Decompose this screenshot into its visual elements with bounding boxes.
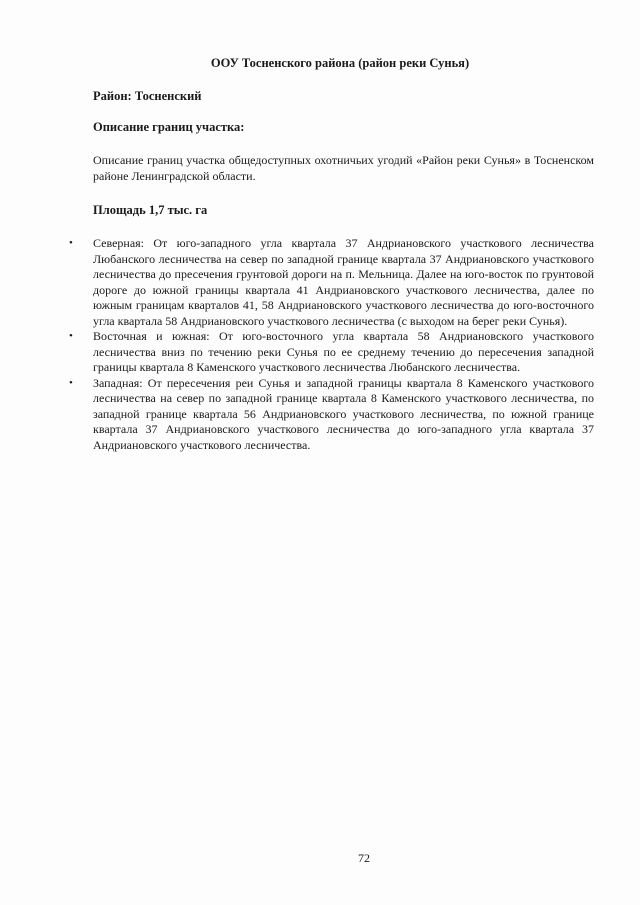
bullet-icon: •: [69, 330, 73, 342]
bullet-icon: •: [69, 237, 73, 249]
borders-list: [63, 236, 594, 453]
page-number: 72: [358, 851, 370, 865]
border-text-east-south: Восточная и южная: От юго-восточного угла квартала 58 Андриановского участкового лесничества вниз по течению реки Сунья по ее среднему течению до пересечения западной границы квартала 8 Каменского участкового лесничества Любанского лесничества.: [93, 329, 594, 374]
border-item-east-south: [63, 329, 594, 376]
border-item-north: [63, 236, 594, 329]
description-paragraph: Описание границ участка общедоступных охотничьих угодий «Район реки Сунья» в Тосненском районе Ленинградской области.: [93, 153, 594, 183]
bullet-icon: •: [69, 376, 73, 389]
border-text-north: Северная: От юго-западного угла квартала 37 Андриановского участкового лесничества Любанского лесничества на север по западной границе квартала 37 Андриановского участкового лесничества до пресечения грунтовой дороги на п. Мельница. Далее на юго-восток по грунтовой дороге до южной границы квартала 41 Андриановского участкового лесничества, далее по южным границам кварталов 41, 58 Андриановского участкового лесничества до юго-восточного угла квартала 58 Андриановского участкового лесничества (с выходом на берег реки Сунья).: [93, 236, 594, 328]
document-title: ООУ Тосненского района (район реки Сунья): [210, 56, 470, 70]
border-text-west: Западная: От пересечения реи Сунья и западной границы квартала 8 Каменского участкового лесничества на север по западной границе квартала 8 Каменского участкового лесничества, по западной границе квартала 56 Андриановского участкового лесничества, по южной границе квартала 37 Андриановского участкового лесничества до юго-западного угла квартала 37 Андриановского участкового лесничества.: [93, 375, 594, 452]
district-heading: Район: Тосненский: [93, 89, 202, 103]
boundary-description-heading: Описание границ участка:: [93, 120, 245, 134]
border-item-west: [63, 376, 594, 454]
area-heading: Площадь 1,7 тыс. га: [93, 203, 208, 217]
